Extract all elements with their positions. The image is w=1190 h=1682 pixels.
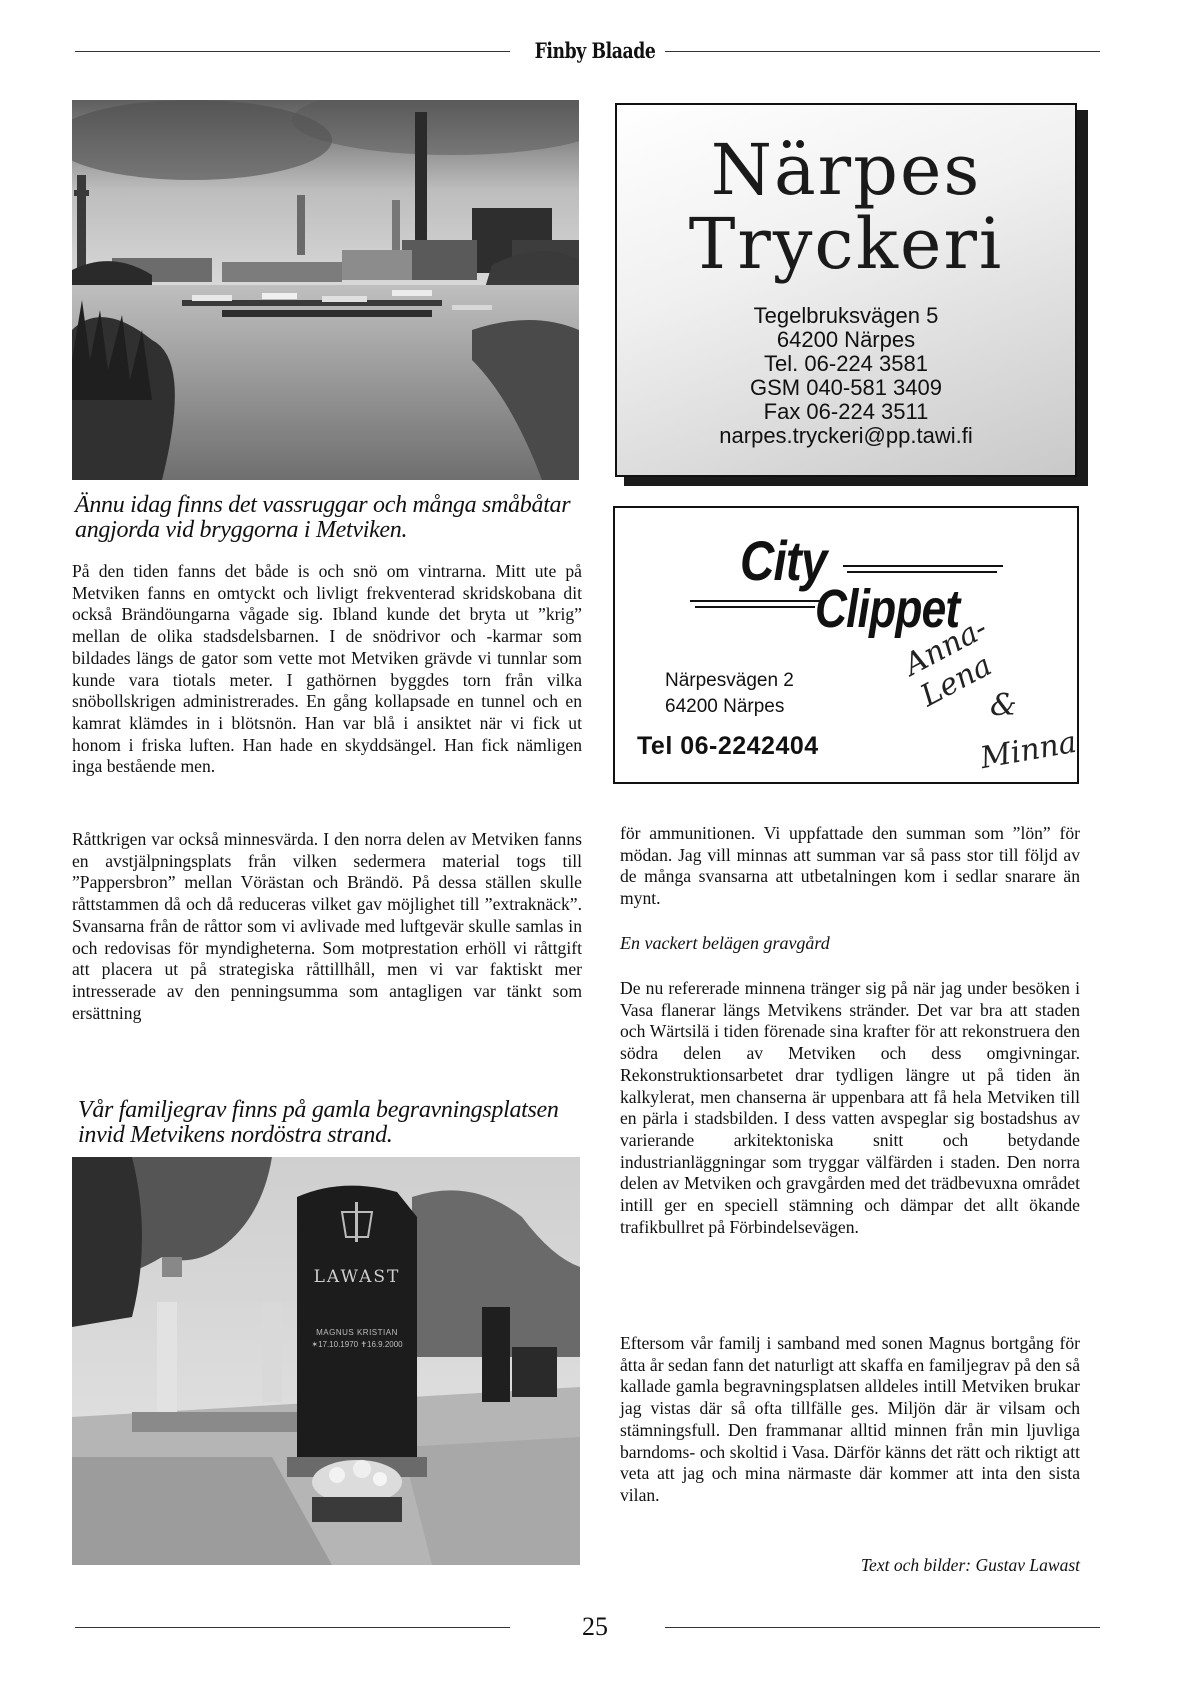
clippet-ad [613, 506, 1079, 784]
speed-line [843, 565, 1003, 567]
tryckeri-gsm: GSM 040-581 3409 [749, 375, 943, 400]
tryckeri-postal: 64200 Närpes [776, 327, 916, 352]
article-credit: Text och bilder: Gustav Lawast [860, 1555, 1080, 1575]
clippet-script-name1: Anna-Lena [898, 610, 998, 714]
bottom-photo-caption: Vår familjegrav finns på gamla begravningsplatsen invid Metvikens nordöstra strand. [78, 1097, 559, 1148]
right-paragraph-2: Eftersom vår familj i samband med sonen Magnus bortgång för åtta år sedan fann det naturligt att skaffa en familjegrav på den så kallade gamla begravningsplatsen alldeles intill Metviken brukar jag vistas där så ofta tillfälle ges. Miljön där är vilsam och stämningsfull. Den frammanar alltid minnen från min ljuvliga barndoms- och skoltid i Vasa. Därför känns det rätt och riktigt att veta att jag och mina närmaste där kommer att inta den sista vilan. [620, 1333, 1080, 1505]
header-rule-right [665, 51, 1100, 52]
gravestone-person-name: MAGNUS KRISTIAN [316, 1328, 398, 1337]
footer-rule-right [665, 1627, 1100, 1628]
footer-rule-left [75, 1627, 510, 1628]
harbor-illustration [72, 100, 579, 480]
header-rule-left [75, 51, 510, 52]
harbor-photo [72, 100, 579, 480]
speed-line [695, 606, 815, 608]
right-subheading: En vackert belägen gravgård [620, 933, 830, 953]
clippet-script-amp: & [990, 688, 1017, 723]
tryckeri-address: Tegelbruksvägen 5 [753, 303, 939, 328]
tryckeri-email: narpes.tryckeri@pp.tawi.fi [719, 423, 973, 448]
tryckeri-name-line1: Närpes [710, 129, 982, 211]
clippet-brand-line1: City [740, 529, 827, 592]
tryckeri-tel: Tel. 06-224 3581 [764, 351, 928, 376]
clippet-address: Närpesvägen 2 [665, 670, 794, 691]
tryckeri-fax: Fax 06-224 3511 [763, 399, 929, 424]
clippet-brand-line2: Clippet [815, 579, 960, 639]
gravestone-photo [72, 1157, 580, 1565]
tryckeri-name-line2: Tryckeri [688, 203, 1004, 285]
gravestone-dates: ✶17.10.1970 ✝16.9.2000 [311, 1340, 403, 1349]
clippet-script-name2: Minna [977, 724, 1080, 777]
clippet-postal: 64200 Närpes [665, 696, 785, 717]
right-paragraph-1: De nu refererade minnena tränger sig på när jag under besöken i Vasa flanerar längs Metvikens stränder. Det var bra att staden och Wärtsilä i tiden förenade sina krafter för att rekonstruera den södra delen av Metviken och dess omgivningar. Rekonstruktionsarbetet drar tydligen längre ut på tiden än kalkylerat, men chanserna är uppenbara att få hela Metviken till en pärla i stadsbilden. I dess vatten avspeglar sig bostadshus av varierande arkitektoniska snitt och betydande industrianläggningar som tryggar välfärden i staden. Den norra delen av Metviken och gravgården med det trädbevuxna området intill ger en speciell stämning och dämpar det allt ökande trafikbullret på Förbindelsevägen. [620, 978, 1080, 1237]
tryckeri-ad [615, 103, 1077, 477]
top-photo-caption: Ännu idag finns det vassruggar och många småbåtar angjorda vid bryggorna i Metviken. [75, 492, 571, 543]
right-continuation: för ammunitionen. Vi uppfattade den summan som ”lön” för mödan. Jag vill minnas att summan var så pass stor till följd av de många svansarna att utbetalningen kom i sedlar snarare än mynt. [620, 823, 1080, 909]
gravestone-family-name: LAWAST [313, 1267, 401, 1287]
publication-title: Finby Blaade [534, 38, 656, 63]
gravestone-illustration [72, 1157, 580, 1565]
page-number: 25 [582, 1612, 608, 1641]
left-paragraph-1: På den tiden fanns det både is och snö om vintrarna. Mitt ute på Metviken fanns en omtyckt och livligt frekventerad skridskobana dit också Brändöungarna vågade sig. Ibland kunde det bryta ut ”krig” mellan de olika stadsdelsbarnen. I de snödrivor och -karmar som bildades längs de gator som vette mot Metviken grävde vi tunnlar som kunde vara tiotals meter. I gathörnen byggdes torn från vilka snöbollskrigen administrerades. En gång kollapsade en tunnel och en kamrat klämdes in i blötsnön. Han var blå i ansiktet när vi fick ut honom i friska luften. Han hade en skyddsängel. Han fick nämligen inga bestående men. [72, 561, 582, 777]
left-paragraph-2: Råttkrigen var också minnesvärda. I den norra delen av Metviken fanns en avstjälpningsplats från vilken sedermera material togs till ”Pappersbron” mellan Vörästan och Brändö. På dessa ställen skulle råttstammen då och då reduceras vilket gav möjlighet till ”extraknäck”. Svansarna från de råttor som vi avlivade med luftgevär skulle samlas in och redovisas för myndigheterna. Som motprestation erhöll vi råttgift att placera ut på strategiska råttillhåll, men vi var faktiskt mer intresserade av den penningsumma som antagligen var tänkt som ersättning [72, 829, 582, 1023]
speed-line [847, 571, 997, 573]
clippet-tel: Tel 06-2242404 [637, 732, 819, 760]
speed-line [690, 600, 820, 602]
